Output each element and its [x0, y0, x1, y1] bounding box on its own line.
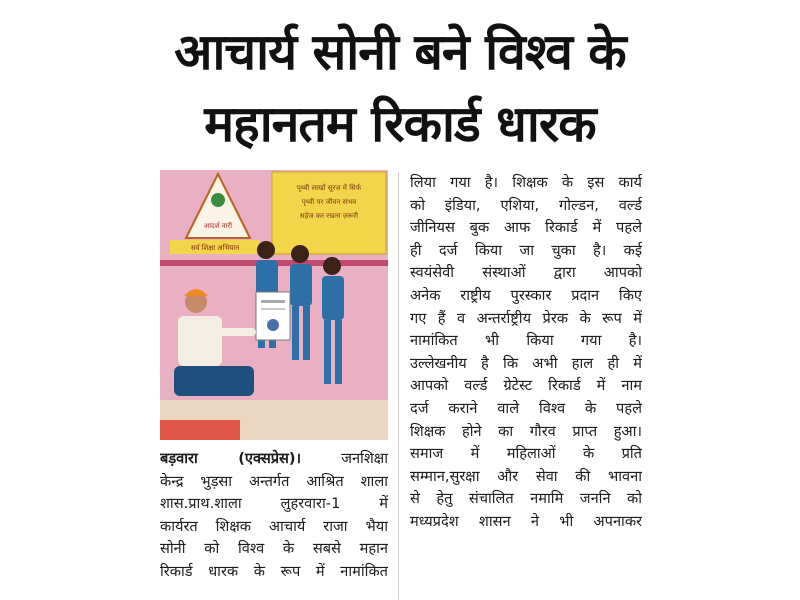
article-line: स्वयंसेवी संस्थाओं द्वारा आपको [410, 264, 642, 282]
article-line: अनेक राष्ट्रीय पुरस्कार प्रदान किए [410, 286, 642, 304]
banner-text: सर्व शिक्षा अभियान [190, 244, 240, 252]
article-line: कार्यरत शिक्षक आचार्य राजा भैया [160, 517, 388, 535]
article-line: दर्ज कराने वाले विश्व के पहले [410, 399, 642, 417]
article-line [160, 448, 388, 471]
article-column-right [410, 172, 642, 534]
article-line: मध्यप्रदेश शासन ने भी अपनाकर [410, 512, 642, 530]
article-line: से हेतु संचालित नमामि जननि को [410, 490, 642, 508]
poster-text-1: पृथ्वी लाखों सूरज में सिर्फ [296, 184, 362, 192]
article-line: रिकार्ड धारक के रूप में नामांकित [160, 562, 388, 580]
news-photo [160, 170, 388, 440]
article-line: शिक्षक होने का गौरव प्राप्त हुआ। [410, 422, 642, 440]
headline-line-1: आचार्य सोनी बने विश्व के [174, 23, 626, 81]
column-divider [398, 172, 399, 600]
poster-text-2: पृथ्वी पर जीवन संभव [301, 198, 357, 206]
certificate [256, 292, 290, 340]
article-line: सम्मान,सुरक्षा और सेवा की भावना [410, 467, 642, 485]
article-line: आपको वर्ल्ड ग्रेटेस्ट रिकार्ड में नाम [410, 377, 642, 395]
article-line: लिया गया है। शिक्षक के इस कार्य [410, 174, 642, 191]
article-line: ही दर्ज किया जा चुका है। कई [410, 241, 642, 259]
article-column-left [160, 448, 388, 584]
article-line: उल्लेखनीय है कि अभी हाल ही में [410, 354, 642, 372]
logo-text: आदर्श नारी [203, 222, 233, 230]
article-line: शास.प्राथ.शाला लुहरवारा-1 में [160, 495, 388, 513]
article-line: केन्द्र भुड़सा अन्तर्गत आश्रित शाला [160, 472, 388, 490]
dateline: बड़वारा (एक्सप्रेस)। [160, 450, 302, 467]
article-line: को इंडिया, एशिया, गोल्डन, वर्ल्ड [410, 196, 642, 214]
article-line: जीनियस बुक आफ रिकार्ड में पहले [410, 219, 642, 237]
poster-text-3: सहेज कर रखना ज़रूरी [299, 212, 359, 220]
headline-line-2: महानतम रिकार्ड धारक [204, 95, 596, 153]
article-line-rest: जनशिक्षा [341, 450, 388, 467]
article-line: समाज में महिलाओं के प्रति [410, 445, 642, 463]
article-line: सोनी को विश्व के सबसे महान [160, 540, 388, 558]
photo-illustration [160, 170, 388, 440]
article-line: नामांकित भी किया गया है। [410, 332, 642, 350]
article-line: गए हैं व अन्तर्राष्ट्रीय प्रेरक के रूप में [410, 309, 642, 327]
